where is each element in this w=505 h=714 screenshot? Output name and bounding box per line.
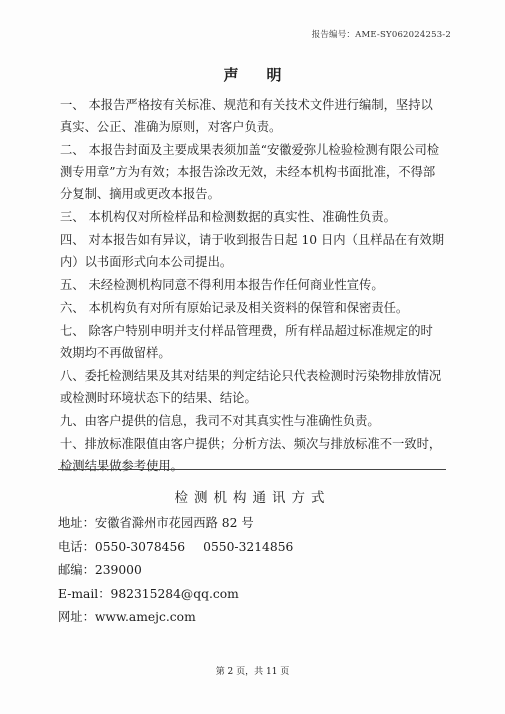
contact-email: E-mail：982315284@qq.com [58, 586, 239, 601]
clause-7: 七、 除客户特别申明并支付样品管理费，所有样品超过标准规定的时效期均不再做留样。 [60, 324, 433, 360]
clause-3: 三、 本机构仅对所检样品和检测数据的真实性、准确性负责。 [60, 210, 396, 224]
page-number: 第 2 页，共 11 页 [215, 667, 290, 677]
contact-info [58, 512, 448, 630]
clause-4: 四、 对本报告如有异议，请于收到报告日起 10 日内（且样品在有效期内）以书面形式向本公司提出。 [60, 233, 444, 269]
clause-1: 一、 本报告严格按有关标准、规范和有关技术文件进行编制，坚持以真实、公正、准确为原则，对客户负责。 [60, 98, 433, 134]
phone-number-2: 0550-3214856 [203, 539, 294, 554]
contact-address: 地址：安徽省滁州市花园西路 82 号 [58, 516, 254, 530]
contact-title: 检测机构通讯方式 [174, 490, 331, 506]
clause-10: 十、排放标准限值由客户提供；分析方法、频次与排放标准不一致时，检测结果做参考使用。 [60, 437, 442, 473]
clause-6: 六、 本机构负有对所有原始记录及相关资料的保管和保密责任。 [60, 301, 409, 315]
clause-8: 八、委托检测结果及其对结果的判定结论只代表检测时污染物排放情况或检测时环境状态下的结果、结论。 [60, 369, 442, 405]
statement-clauses [60, 94, 445, 478]
clause-5: 五、 未经检测机构同意不得利用本报告作任何商业性宣传。 [60, 278, 384, 292]
phone-label: 电话： [58, 539, 95, 554]
contact-website: 网址：www.amejc.com [58, 610, 196, 624]
clause-9: 九、由客户提供的信息，我司不对其真实性与准确性负责。 [60, 414, 380, 428]
contact-postcode: 邮编：239000 [58, 563, 142, 577]
report-number: 报告编号：AME-SY062024253-2 [311, 30, 451, 40]
phone-number-1: 0550-3078456 [94, 539, 186, 554]
contact-phone [58, 536, 448, 560]
section-divider [58, 469, 446, 470]
page-title: 声明 [223, 66, 310, 84]
clause-2: 二、 本报告封面及主要成果表须加盖“安徽爱弥儿检验检测有限公司检测专用章”方为有效；本报告涂改无效，未经本机构书面批准，不得部分复制、摘用或更改本报告。 [60, 143, 440, 201]
